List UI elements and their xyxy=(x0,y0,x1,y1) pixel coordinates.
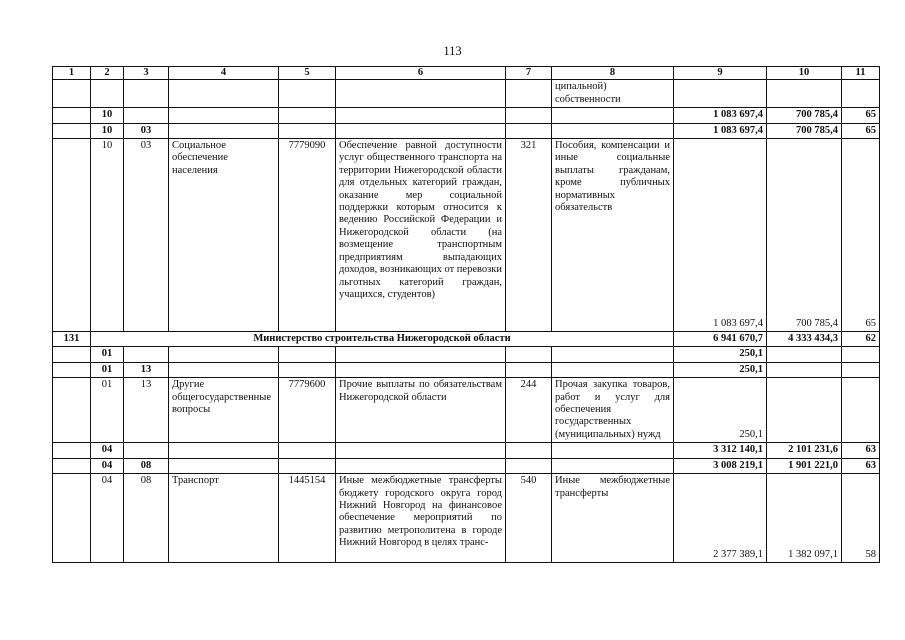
section-code-cell: 10 xyxy=(91,123,124,138)
column-header: 5 xyxy=(279,67,336,80)
percent-cell: 58 xyxy=(842,474,880,563)
percent-cell xyxy=(842,347,880,362)
article-name-cell: Иные межбюджетные трансферты бюджету городского округа город Нижний Новгород на финансовое обеспечение мероприятий по развитию метрополитена в городе Нижний Новгород в целях транс- xyxy=(336,474,506,563)
percent-cell: 63 xyxy=(842,443,880,458)
expense-type-cell: Прочая закупка товаров, работ и услуг для обеспечения государственных (муниципальных) нужд xyxy=(552,378,674,443)
column-header: 11 xyxy=(842,67,880,80)
section-code-cell: 01 xyxy=(91,378,124,443)
plan-amount-cell: 1 083 697,4 xyxy=(674,139,767,332)
table-row xyxy=(53,123,880,138)
section-code-cell: 01 xyxy=(91,362,124,377)
budget-table xyxy=(52,66,880,563)
percent-cell: 65 xyxy=(842,139,880,332)
actual-amount-cell: 700 785,4 xyxy=(767,139,842,332)
subsection-code-cell: 13 xyxy=(124,378,169,443)
article-name-cell: Прочие выплаты по обязательствам Нижегородской области xyxy=(336,378,506,443)
section-name-cell: Другие общегосударственные вопросы xyxy=(169,378,279,443)
subsection-code-cell xyxy=(124,347,169,362)
actual-amount-cell: 1 901 221,0 xyxy=(767,458,842,473)
table-row xyxy=(53,80,880,108)
subsection-code-cell: 03 xyxy=(124,123,169,138)
plan-amount-cell: 3 312 140,1 xyxy=(674,443,767,458)
expense-type-cell: Иные межбюджетные трансферты xyxy=(552,474,674,563)
subsection-code-cell: 08 xyxy=(124,458,169,473)
table-row xyxy=(53,458,880,473)
percent-cell: 62 xyxy=(842,332,880,347)
column-header: 8 xyxy=(552,67,674,80)
column-header: 6 xyxy=(336,67,506,80)
section-code-cell: 01 xyxy=(91,347,124,362)
subsection-code-cell: 08 xyxy=(124,474,169,563)
article-name-cell: Обеспечение равной доступности услуг общественного транспорта на территории Нижегородской области для отдельных категорий граждан, оказание мер социальной поддержки которым относится к ведению Российской Федерации и Нижегородской области (на возмещение транспортным предприятиям выпадающих доходов, возникающих от перевозки льготных категорий граждан, учащихся, студентов) xyxy=(336,139,506,332)
table-header-row xyxy=(53,67,880,80)
plan-amount-cell: 250,1 xyxy=(674,362,767,377)
table-row xyxy=(53,362,880,377)
table-row xyxy=(53,332,880,347)
plan-amount-cell: 3 008 219,1 xyxy=(674,458,767,473)
target-article-cell: 1445154 xyxy=(279,474,336,563)
table-row xyxy=(53,108,880,123)
section-code-cell: 04 xyxy=(91,458,124,473)
expense-type-cell: Пособия, компенсации и иные социальные выплаты гражданам, кроме публичных нормативных обязательств xyxy=(552,139,674,332)
plan-amount-cell: 1 083 697,4 xyxy=(674,108,767,123)
actual-amount-cell: 700 785,4 xyxy=(767,123,842,138)
column-header: 2 xyxy=(91,67,124,80)
column-header: 3 xyxy=(124,67,169,80)
expense-type-cell: ципальной) собственности xyxy=(552,80,674,108)
percent-cell xyxy=(842,378,880,443)
section-name-cell: Транспорт xyxy=(169,474,279,563)
page-number: 113 xyxy=(443,44,462,58)
table-row xyxy=(53,474,880,563)
subsection-code-cell xyxy=(124,443,169,458)
expense-code-cell: 244 xyxy=(506,378,552,443)
subsection-code-cell: 03 xyxy=(124,139,169,332)
section-code-cell: 04 xyxy=(91,443,124,458)
ministry-title-cell: Министерство строительства Нижегородской области xyxy=(91,332,674,347)
table-row xyxy=(53,378,880,443)
percent-cell: 63 xyxy=(842,458,880,473)
plan-amount-cell: 2 377 389,1 xyxy=(674,474,767,563)
column-header: 4 xyxy=(169,67,279,80)
percent-cell: 65 xyxy=(842,108,880,123)
column-header: 10 xyxy=(767,67,842,80)
target-article-cell: 7779090 xyxy=(279,139,336,332)
subsection-code-cell: 13 xyxy=(124,362,169,377)
plan-amount-cell: 6 941 670,7 xyxy=(674,332,767,347)
actual-amount-cell: 1 382 097,1 xyxy=(767,474,842,563)
section-code-cell: 04 xyxy=(91,474,124,563)
column-header: 7 xyxy=(506,67,552,80)
plan-amount-cell: 250,1 xyxy=(674,378,767,443)
actual-amount-cell: 4 333 434,3 xyxy=(767,332,842,347)
section-name-cell: Социальное обеспечение населения xyxy=(169,139,279,332)
plan-amount-cell: 1 083 697,4 xyxy=(674,123,767,138)
section-code-cell: 10 xyxy=(91,108,124,123)
section-code-cell: 10 xyxy=(91,139,124,332)
table-row xyxy=(53,139,880,332)
actual-amount-cell xyxy=(767,362,842,377)
target-article-cell: 7779600 xyxy=(279,378,336,443)
ministry-code-cell: 131 xyxy=(53,332,91,347)
expense-code-cell: 321 xyxy=(506,139,552,332)
column-header: 9 xyxy=(674,67,767,80)
actual-amount-cell xyxy=(767,347,842,362)
actual-amount-cell xyxy=(767,378,842,443)
plan-amount-cell: 250,1 xyxy=(674,347,767,362)
column-header: 1 xyxy=(53,67,91,80)
percent-cell xyxy=(842,362,880,377)
actual-amount-cell: 2 101 231,6 xyxy=(767,443,842,458)
table-row xyxy=(53,347,880,362)
subsection-code-cell xyxy=(124,108,169,123)
expense-code-cell: 540 xyxy=(506,474,552,563)
percent-cell: 65 xyxy=(842,123,880,138)
actual-amount-cell: 700 785,4 xyxy=(767,108,842,123)
table-row xyxy=(53,443,880,458)
